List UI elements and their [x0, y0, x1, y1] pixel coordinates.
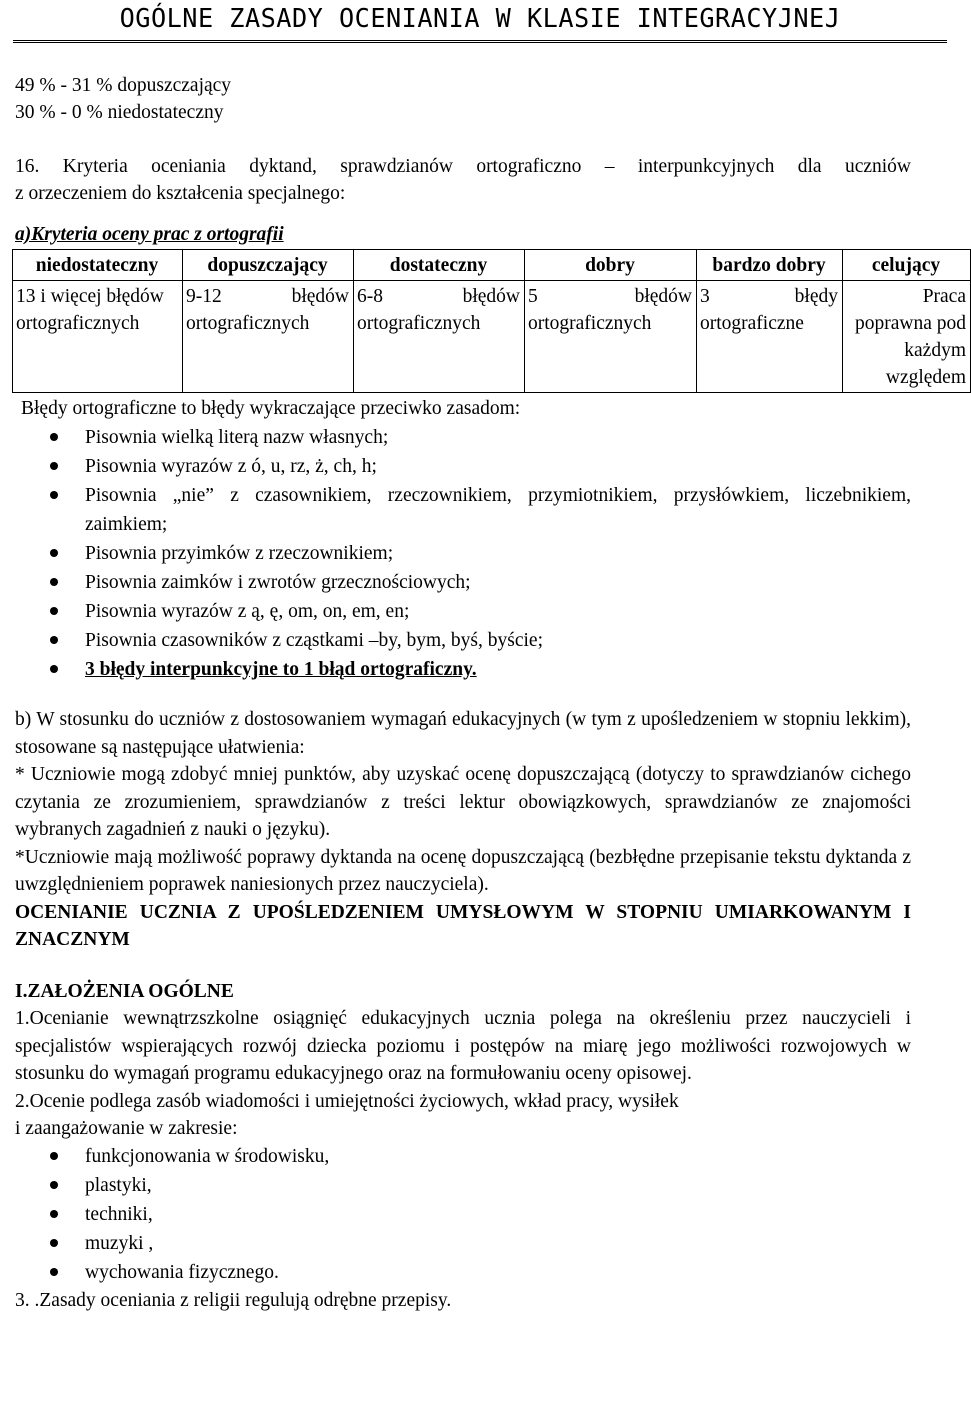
list-item: Pisownia wielką literą nazw własnych;	[85, 423, 911, 452]
section-b-paragraph-2: * Uczniowie mogą zdobyć mniej punktów, aby uzyskać ocenę dopuszczającą (dotyczy to sprawdzianów cichego czytania ze zrozumieniem, sprawdzianów z treści lektur obowiązkowych, sprawdzianów ze znajomości wybranych zagadnień z nauki o języku).	[15, 764, 911, 840]
list-item: Pisownia „nie” z czasownikiem, rzeczownikiem, przymiotnikiem, przysłówkiem, liczebnikiem, zaimkiem;	[85, 481, 911, 539]
list-item: Pisownia przyimków z rzeczownikiem;	[85, 539, 911, 568]
grade-header-cell: dopuszczający	[183, 250, 354, 281]
list-item: Pisownia wyrazów z ą, ę, om, on, em, en;	[85, 597, 911, 626]
list-item: Pisownia zaimków i zwrotów grzecznościowych;	[85, 568, 911, 597]
section-I-paragraph-2-line-2: i zaangażowanie w zakresie:	[15, 1117, 238, 1139]
scale-line-2: 30 % - 0 % niedostateczny	[15, 102, 224, 123]
list-item: 3 błędy interpunkcyjne to 1 błąd ortograficzny.	[85, 655, 911, 684]
section-I-paragraph-1: 1.Ocenianie wewnątrzszkolne osiągnięć edukacyjnych ucznia polega na określeniu przez nauczycieli i specjalistów wspierających rozwój dziecka poziomu i postępów na miarę jego możliwości rozwojowych w stosunku do wymagań programu edukacyjnego oraz na formułowaniu oceny opisowej.	[15, 1008, 911, 1084]
list-item: funkcjonowania w środowisku,	[85, 1142, 911, 1171]
header-title: OGÓLNE ZASADY OCENIANIA W KLASIE INTEGRACYJNEJ	[119, 4, 841, 34]
section-b-paragraph-1: b) W stosunku do uczniów z dostosowaniem wymagań edukacyjnych (w tym z upośledzeniem w stopniu lekkim), stosowane są następujące ułatwienia:	[15, 709, 911, 758]
scope-list	[15, 1142, 911, 1287]
grade-table-header-row	[13, 250, 971, 281]
rules-list	[15, 423, 911, 684]
section-16-line-2: z orzeczeniem do kształcenia specjalnego:	[15, 183, 346, 204]
grade-table	[12, 249, 971, 393]
grade-header-cell: bardzo dobry	[697, 250, 843, 281]
grade-cell: 3 błędy ortograficzne	[697, 281, 843, 393]
list-item: plastyki,	[85, 1171, 911, 1200]
grade-cell: Praca poprawna pod każdym względem	[843, 281, 971, 393]
list-item: muzyki ,	[85, 1229, 911, 1258]
section-b-paragraph-3: *Uczniowie mają możliwość poprawy dyktanda na ocenę dopuszczającą (bezbłędne przepisanie tekstu dyktanda z uwzględnieniem poprawek naniesionych przez nauczyciela).	[15, 846, 911, 895]
grade-table-row	[13, 281, 971, 393]
grade-header-cell: dobry	[525, 250, 697, 281]
document-body	[15, 72, 966, 1314]
section-I-paragraph-3: 3. .Zasady oceniania z religii regulują odrębne przepisy.	[15, 1289, 452, 1311]
list-item: Pisownia wyrazów z ó, u, rz, ż, ch, h;	[85, 452, 911, 481]
scale-line-1: 49 % - 31 % dopuszczający	[15, 75, 232, 96]
page-header	[13, 0, 947, 43]
grade-header-cell: dostateczny	[354, 250, 525, 281]
section-I-title: I.ZAŁOŻENIA OGÓLNE	[15, 980, 234, 1002]
rules-intro: Błędy ortograficzne to błędy wykraczające przeciwko zasadom:	[21, 398, 521, 419]
grade-header-cell: niedostateczny	[13, 250, 183, 281]
list-item: Pisownia czasowników z cząstkami –by, bym, byś, byście;	[85, 626, 911, 655]
list-item: techniki,	[85, 1200, 911, 1229]
grade-header-cell: celujący	[843, 250, 971, 281]
section-I-paragraph-2-line-1: 2.Ocenie podlega zasób wiadomości i umiejętności życiowych, wkład pracy, wysiłek	[15, 1090, 679, 1112]
heading-ocenianie: OCENIANIE UCZNIA Z UPOŚLEDZENIEM UMYSŁOWYM W STOPNIU UMIARKOWANYM I ZNACZNYM	[15, 901, 911, 950]
grade-cell: 6-8 błędów ortograficznych	[354, 281, 525, 393]
grade-cell: 9-12 błędów ortograficznych	[183, 281, 354, 393]
grade-cell: 5 błędów ortograficznych	[525, 281, 697, 393]
list-item: wychowania fizycznego.	[85, 1258, 911, 1287]
section-a-title: a)Kryteria oceny prac z ortografii	[15, 224, 284, 245]
grade-cell: 13 i więcej błędów ortograficznych	[13, 281, 183, 393]
section-16-line-1: 16. Kryteria oceniania dyktand, sprawdzianów ortograficzno – interpunkcyjnych dla uczniów	[15, 156, 911, 177]
